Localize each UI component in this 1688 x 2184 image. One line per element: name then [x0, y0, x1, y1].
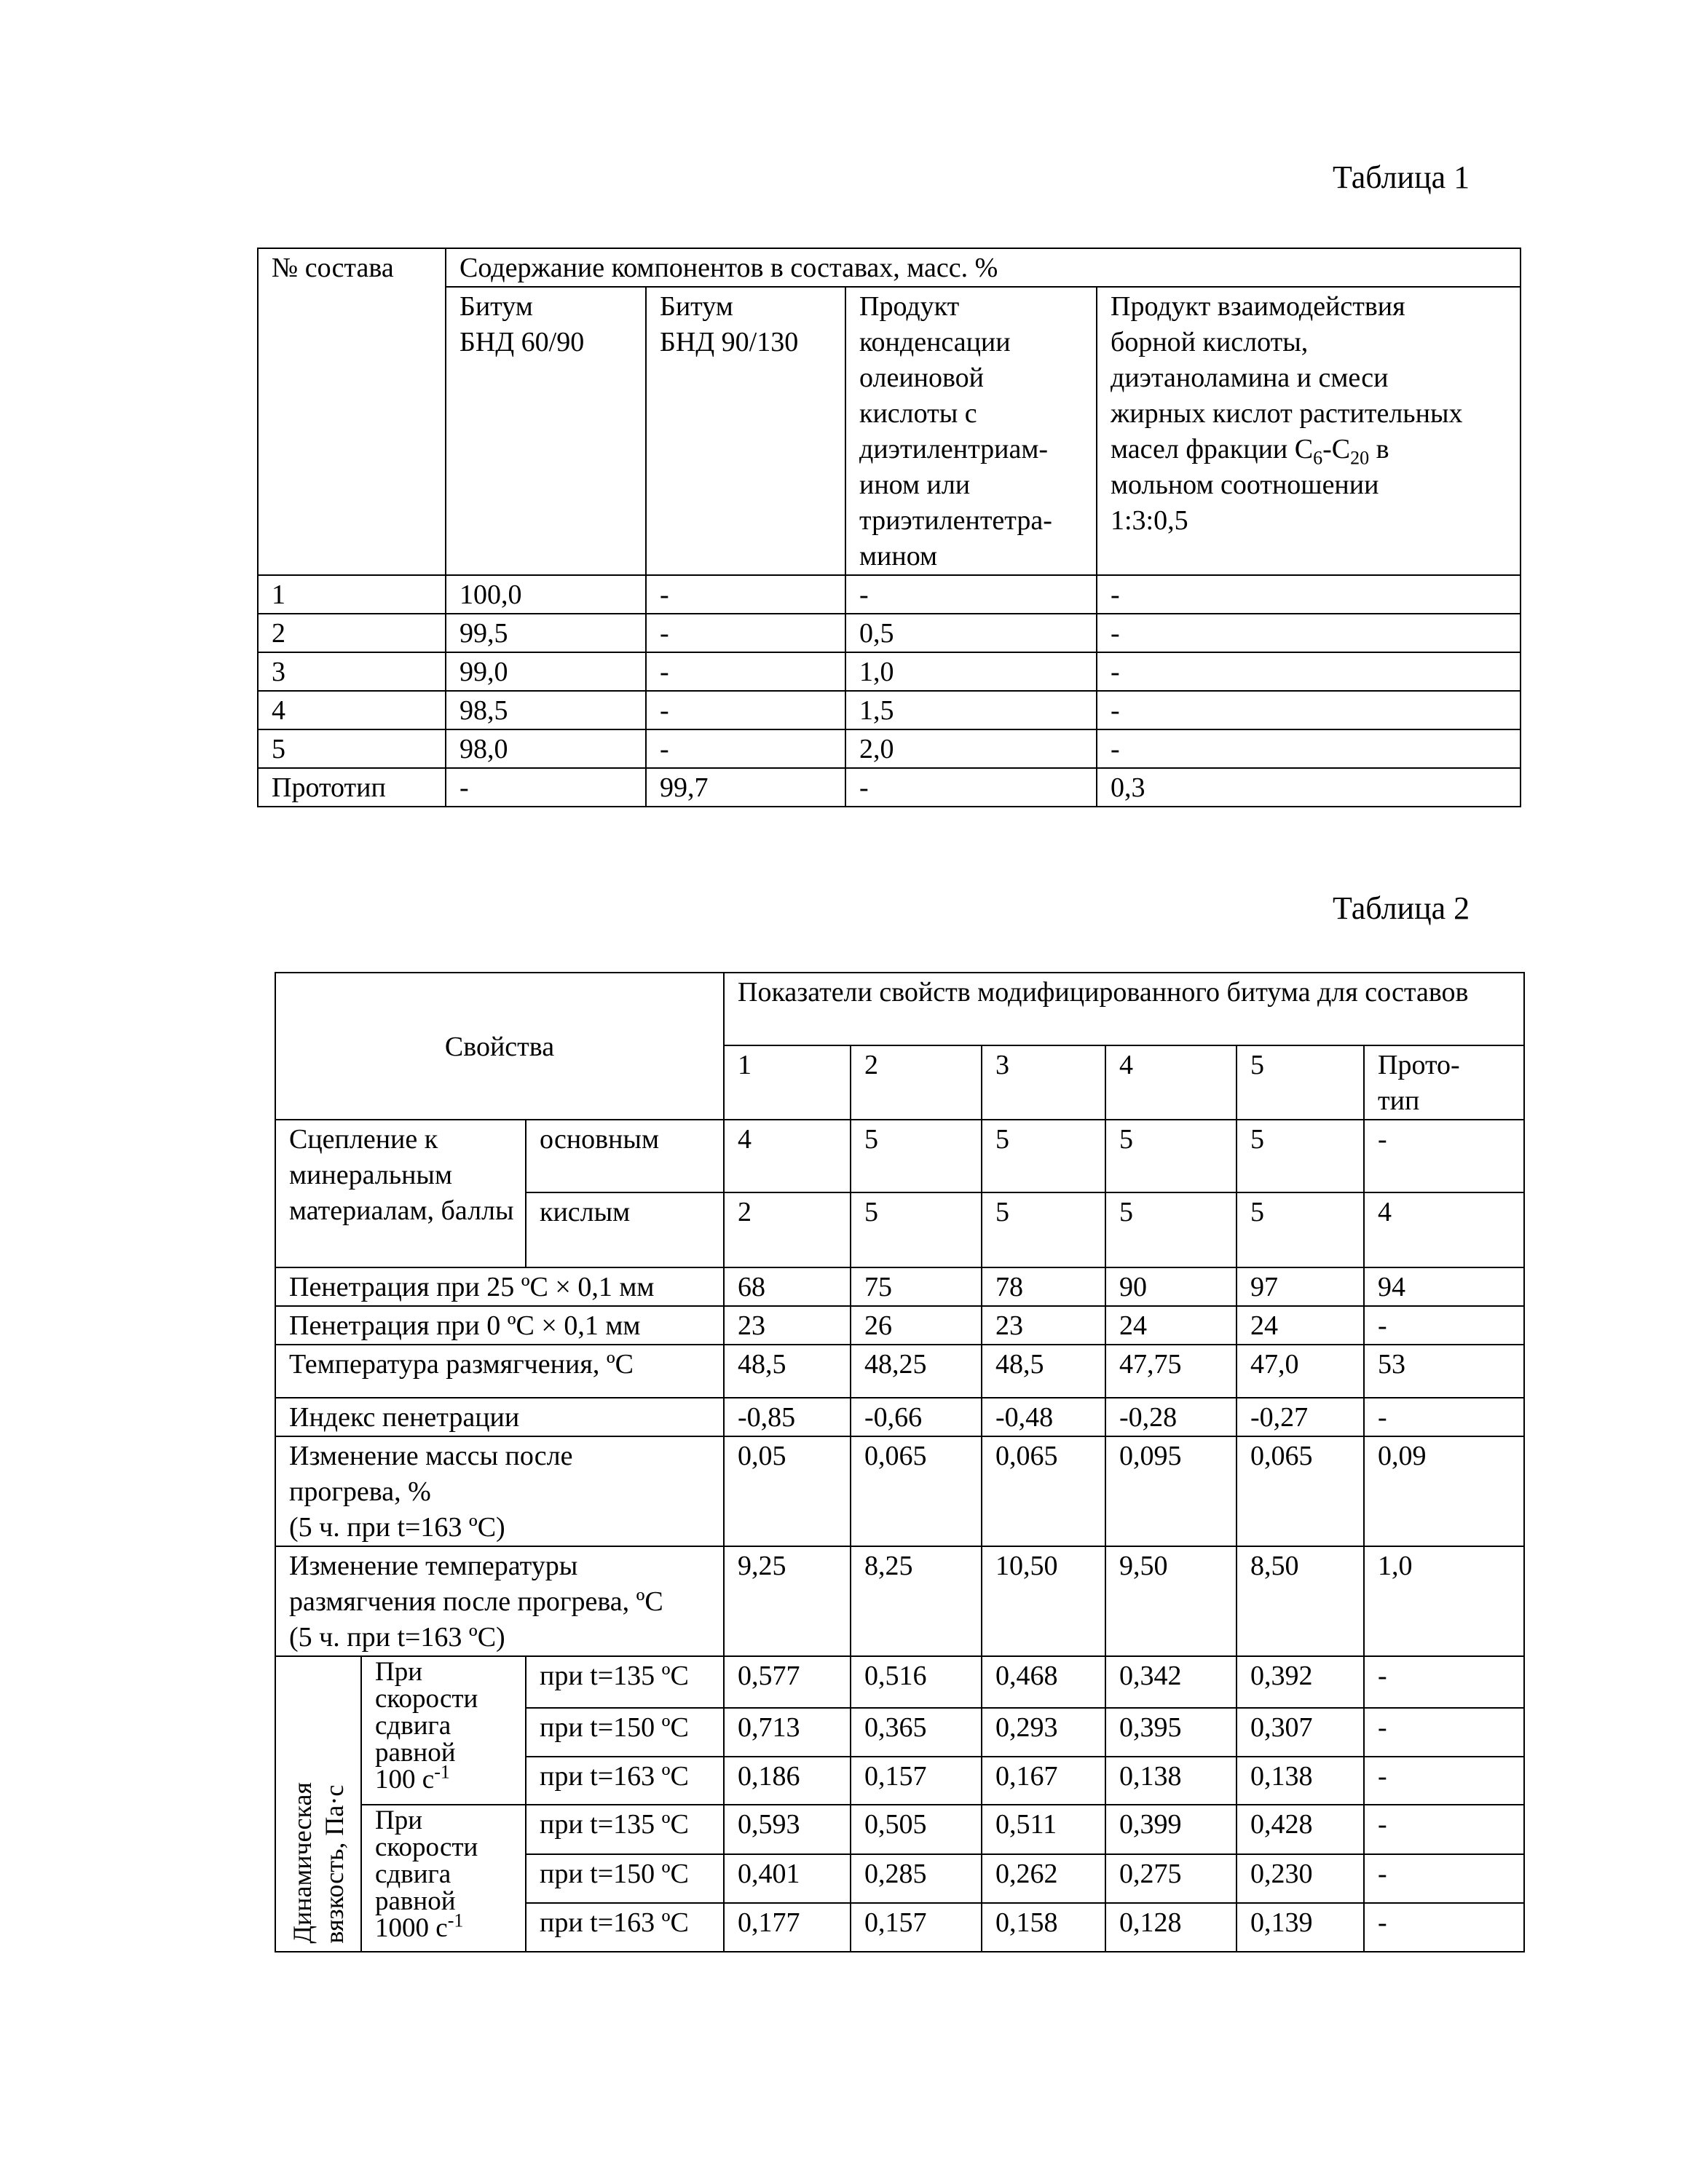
- table-cell: -: [1364, 1903, 1524, 1952]
- table-cell: 4: [724, 1120, 851, 1192]
- table-cell: 94: [1364, 1267, 1524, 1306]
- adhesion-basic-label: основным: [526, 1120, 724, 1192]
- table-cell: 99,5: [446, 614, 646, 652]
- table-cell: 5: [1105, 1120, 1237, 1192]
- table-row: [258, 729, 1521, 768]
- table-cell: 0,177: [724, 1903, 851, 1952]
- table-cell: 8,50: [1237, 1546, 1364, 1656]
- table-cell: -0,28: [1105, 1398, 1237, 1436]
- shear-rate-label: [361, 1805, 526, 1952]
- row-label: Изменение массы после прогрева, % (5 ч. при t=163 ºС): [275, 1436, 724, 1546]
- table-cell: -0,85: [724, 1398, 851, 1436]
- table-cell: 0,095: [1105, 1436, 1237, 1546]
- table-cell: 0,158: [982, 1903, 1105, 1952]
- table-cell: 5: [982, 1120, 1105, 1192]
- table-cell: 2,0: [845, 729, 1097, 768]
- temperature-label: при t=163 ºС: [526, 1903, 724, 1952]
- table-row: [258, 652, 1521, 691]
- table-cell: 0,399: [1105, 1805, 1237, 1854]
- table-row: [275, 1267, 1524, 1306]
- table-cell: -0,48: [982, 1398, 1105, 1436]
- table-cell: 0,157: [851, 1903, 982, 1952]
- header-content: Содержание компонентов в составах, масс. %: [446, 248, 1521, 287]
- table-cell: 23: [982, 1306, 1105, 1345]
- table-row: [275, 1306, 1524, 1345]
- table-row: [275, 1805, 1524, 1854]
- table-cell: 48,25: [851, 1345, 982, 1398]
- table-cell: 0,428: [1237, 1805, 1364, 1854]
- table-cell: 1,0: [1364, 1546, 1524, 1656]
- table-cell: 0,157: [851, 1757, 982, 1805]
- column-header: 4: [1105, 1045, 1237, 1120]
- table-cell: -: [1364, 1708, 1524, 1757]
- table-cell: 4: [258, 691, 446, 729]
- table-cell: -: [845, 768, 1097, 807]
- table-cell: 97: [1237, 1267, 1364, 1306]
- table-cell: 0,593: [724, 1805, 851, 1854]
- table-cell: 2: [258, 614, 446, 652]
- table-cell: 0,511: [982, 1805, 1105, 1854]
- table-cell: 0,392: [1237, 1656, 1364, 1708]
- table-cell: -: [646, 614, 845, 652]
- table-cell: 78: [982, 1267, 1105, 1306]
- table-cell: 99,0: [446, 652, 646, 691]
- table-cell: 0,05: [724, 1436, 851, 1546]
- table-cell: Прототип: [258, 768, 446, 807]
- table-cell: 0,138: [1237, 1757, 1364, 1805]
- row-label: Индекс пенетрации: [275, 1398, 724, 1436]
- table1-caption: Таблица 1: [1333, 159, 1470, 195]
- table-cell: 47,75: [1105, 1345, 1237, 1398]
- table-cell: 1: [258, 575, 446, 614]
- shear-rate-label: [361, 1656, 526, 1805]
- table-row: [275, 1436, 1524, 1546]
- table-cell: -: [845, 575, 1097, 614]
- table-cell: 98,0: [446, 729, 646, 768]
- table-cell: 90: [1105, 1267, 1237, 1306]
- temperature-label: при t=150 ºС: [526, 1708, 724, 1757]
- table-cell: 0,275: [1105, 1854, 1237, 1903]
- table-row: [275, 1345, 1524, 1398]
- table-cell: -: [1097, 691, 1521, 729]
- table-cell: -: [1097, 729, 1521, 768]
- table-cell: 0,307: [1237, 1708, 1364, 1757]
- table-cell: 0,505: [851, 1805, 982, 1854]
- table-cell: 0,293: [982, 1708, 1105, 1757]
- table-cell: 0,230: [1237, 1854, 1364, 1903]
- table-cell: 99,7: [646, 768, 845, 807]
- table-row: [258, 575, 1521, 614]
- table-cell: -0,27: [1237, 1398, 1364, 1436]
- table-cell: 47,0: [1237, 1345, 1364, 1398]
- table-cell: -: [646, 575, 845, 614]
- table-cell: 53: [1364, 1345, 1524, 1398]
- column-header: Прото- тип: [1364, 1045, 1524, 1120]
- shear-rate-exponent: -1: [434, 1761, 450, 1783]
- header-condensation-product: Продукт конденсации олеиновой кислоты с диэтилентриам- ином или триэтилентетра- мином: [845, 287, 1097, 575]
- table-cell: 0,401: [724, 1854, 851, 1903]
- header-bitumen-90-130: Битум БНД 90/130: [646, 287, 845, 575]
- table-cell: -: [1364, 1306, 1524, 1345]
- table-cell: 98,5: [446, 691, 646, 729]
- table-cell: 100,0: [446, 575, 646, 614]
- table-cell: 9,25: [724, 1546, 851, 1656]
- table-cell: 0,167: [982, 1757, 1105, 1805]
- table-row: [258, 614, 1521, 652]
- column-header: 1: [724, 1045, 851, 1120]
- table-cell: 1,0: [845, 652, 1097, 691]
- table-cell: 5: [258, 729, 446, 768]
- adhesion-label: Сцепление к минеральным материалам, баллы: [275, 1120, 526, 1267]
- table-row: [275, 1656, 1524, 1708]
- table-row: [275, 1398, 1524, 1436]
- temperature-label: при t=150 ºС: [526, 1854, 724, 1903]
- header-interaction-product: Продукт взаимодействия борной кислоты, диэтаноламина и смеси жирных кислот растительных масел фракции $С_6-С_{20}$ в мольном соотношении 1:3:0,5: [1097, 287, 1521, 575]
- shear-rate-exponent: -1: [447, 1910, 464, 1931]
- table-row: [258, 768, 1521, 807]
- table-cell: -: [446, 768, 646, 807]
- table-cell: 0,09: [1364, 1436, 1524, 1546]
- table-cell: 0,065: [1237, 1436, 1364, 1546]
- column-header: 2: [851, 1045, 982, 1120]
- header-properties: Свойства: [275, 973, 724, 1120]
- table-cell: 5: [851, 1192, 982, 1267]
- table-cell: 5: [1237, 1192, 1364, 1267]
- table-cell: -: [1364, 1398, 1524, 1436]
- table-cell: 8,25: [851, 1546, 982, 1656]
- table-cell: 0,713: [724, 1708, 851, 1757]
- table-cell: 2: [724, 1192, 851, 1267]
- table-cell: 0,262: [982, 1854, 1105, 1903]
- table-row: [275, 1546, 1524, 1656]
- table-cell: -: [1097, 575, 1521, 614]
- table-cell: 0,128: [1105, 1903, 1237, 1952]
- table-cell: 3: [258, 652, 446, 691]
- temperature-label: при t=135 ºС: [526, 1805, 724, 1854]
- table-cell: -: [646, 691, 845, 729]
- shear-rate-text: При скорости сдвига равной 1000 с: [375, 1805, 478, 1943]
- table-cell: 9,50: [1105, 1546, 1237, 1656]
- table-cell: -: [1364, 1757, 1524, 1805]
- table-cell: 0,186: [724, 1757, 851, 1805]
- table-cell: 0,365: [851, 1708, 982, 1757]
- table-cell: -: [1364, 1120, 1524, 1192]
- table-cell: 10,50: [982, 1546, 1105, 1656]
- table-cell: -: [1364, 1656, 1524, 1708]
- table-cell: 0,285: [851, 1854, 982, 1903]
- table-cell: 48,5: [982, 1345, 1105, 1398]
- table-cell: -: [1364, 1805, 1524, 1854]
- row-label: Изменение температуры размягчения после прогрева, ºС (5 ч. при t=163 ºС): [275, 1546, 724, 1656]
- shear-rate-text: При скорости сдвига равной 100 с: [375, 1657, 478, 1795]
- table-row: [258, 691, 1521, 729]
- table-cell: 4: [1364, 1192, 1524, 1267]
- temperature-label: при t=135 ºС: [526, 1656, 724, 1708]
- table-cell: -: [646, 729, 845, 768]
- table-cell: 1,5: [845, 691, 1097, 729]
- table-cell: 0,5: [845, 614, 1097, 652]
- column-header: 5: [1237, 1045, 1364, 1120]
- table-cell: 0,3: [1097, 768, 1521, 807]
- viscosity-label-text: Динамическая вязкость, Па·с: [288, 1782, 349, 1944]
- header-indicators: Показатели свойств модифицированного битума для составов: [724, 973, 1524, 1045]
- table-cell: 0,516: [851, 1656, 982, 1708]
- table-cell: 24: [1105, 1306, 1237, 1345]
- table-cell: 75: [851, 1267, 982, 1306]
- table-cell: 5: [1237, 1120, 1364, 1192]
- table-cell: 68: [724, 1267, 851, 1306]
- table-cell: 0,138: [1105, 1757, 1237, 1805]
- table2-caption: Таблица 2: [1333, 890, 1470, 926]
- table-cell: 0,139: [1237, 1903, 1364, 1952]
- table-cell: -0,66: [851, 1398, 982, 1436]
- composition-table: [257, 248, 1521, 807]
- table-cell: -: [1364, 1854, 1524, 1903]
- header-composition-no: № состава: [258, 248, 446, 575]
- table-cell: -: [1097, 614, 1521, 652]
- table-cell: 0,468: [982, 1656, 1105, 1708]
- table-cell: 0,395: [1105, 1708, 1237, 1757]
- row-label: Пенетрация при 0 ºС × 0,1 мм: [275, 1306, 724, 1345]
- table-cell: 48,5: [724, 1345, 851, 1398]
- table-cell: 5: [1105, 1192, 1237, 1267]
- adhesion-acid-label: кислым: [526, 1192, 724, 1267]
- table-cell: 5: [982, 1192, 1105, 1267]
- viscosity-label: [275, 1656, 361, 1952]
- table-cell: 5: [851, 1120, 982, 1192]
- table-cell: 24: [1237, 1306, 1364, 1345]
- table-cell: 0,342: [1105, 1656, 1237, 1708]
- table-cell: 0,065: [851, 1436, 982, 1546]
- table-cell: -: [1097, 652, 1521, 691]
- table-cell: 0,577: [724, 1656, 851, 1708]
- table-cell: 0,065: [982, 1436, 1105, 1546]
- table-cell: -: [646, 652, 845, 691]
- temperature-label: при t=163 ºС: [526, 1757, 724, 1805]
- column-header: 3: [982, 1045, 1105, 1120]
- properties-table: [275, 972, 1525, 1952]
- row-label: Температура размягчения, ºС: [275, 1345, 724, 1398]
- table-cell: 26: [851, 1306, 982, 1345]
- row-label: Пенетрация при 25 ºС × 0,1 мм: [275, 1267, 724, 1306]
- header-bitumen-60-90: Битум БНД 60/90: [446, 287, 646, 575]
- table-cell: 23: [724, 1306, 851, 1345]
